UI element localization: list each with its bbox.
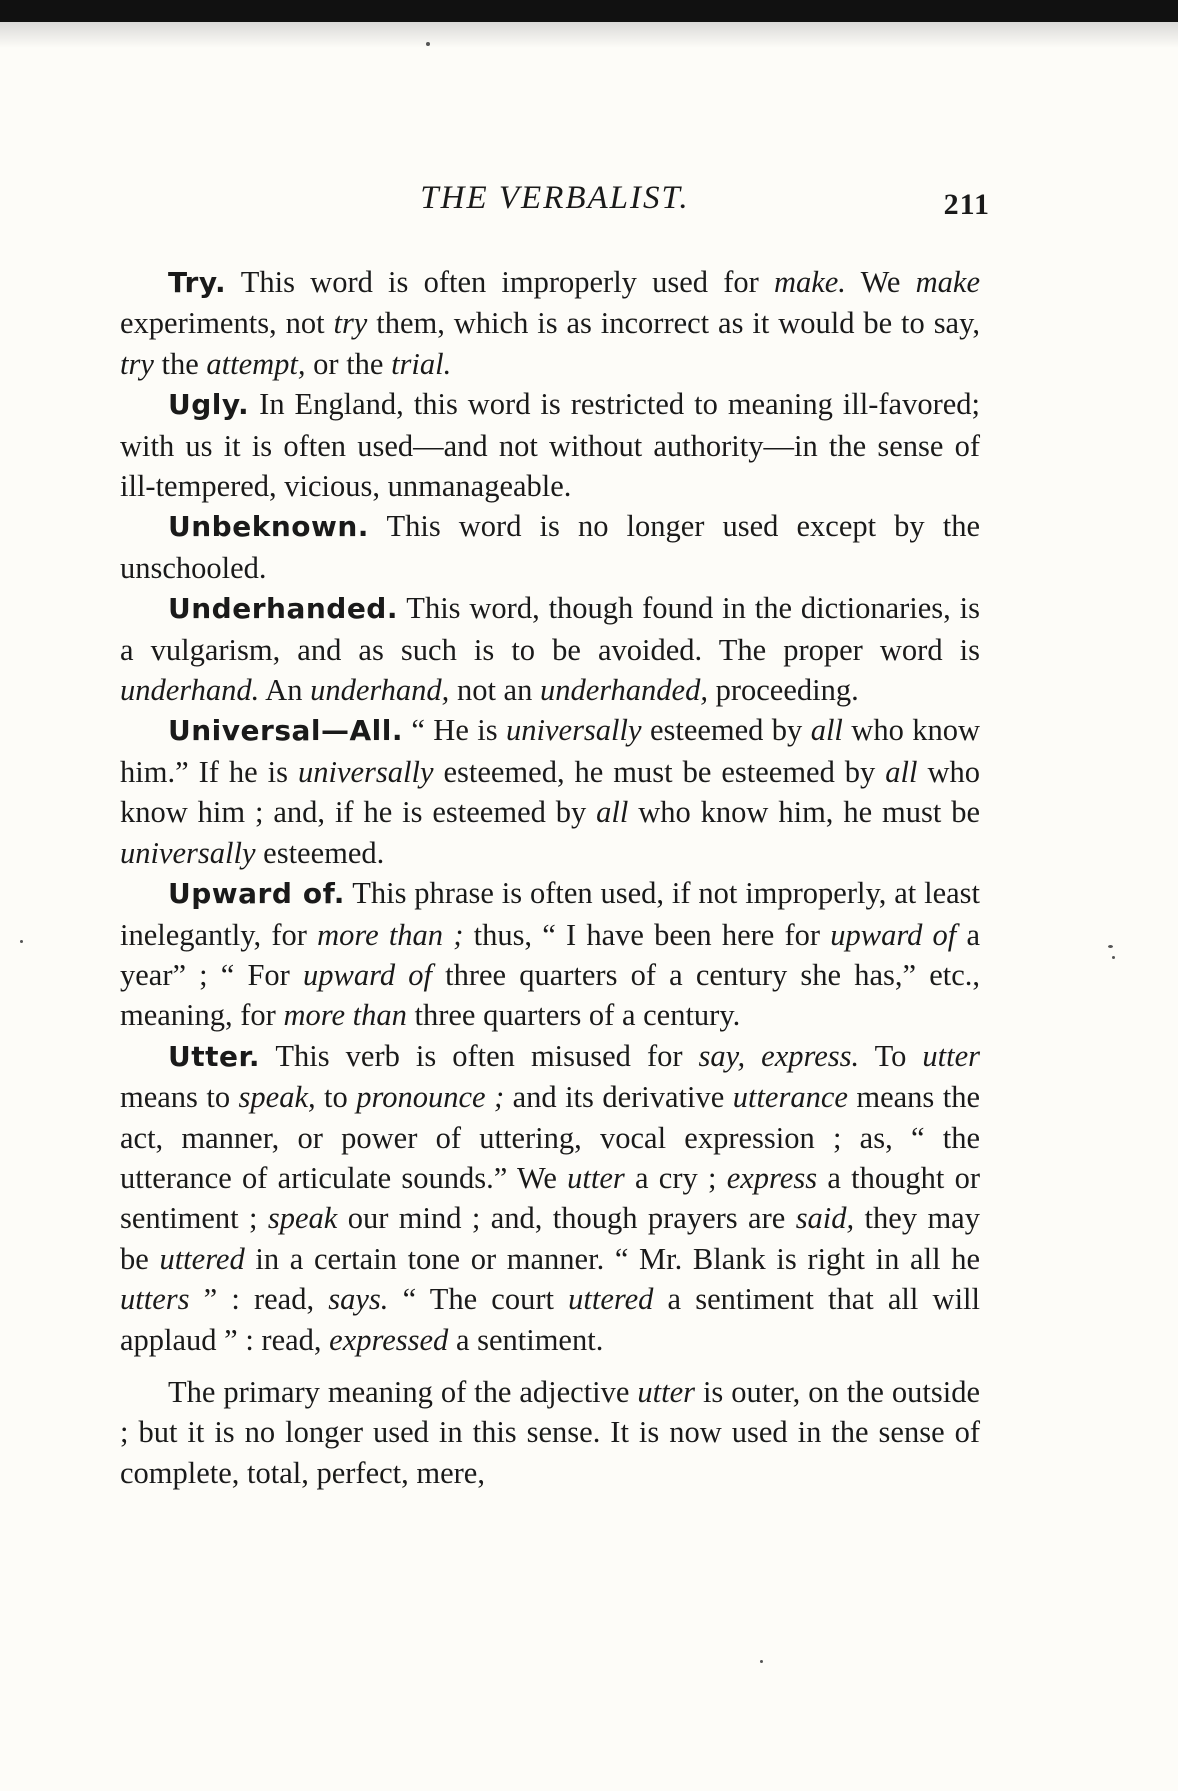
entry-text: This word is no longer used except by the unschooled.	[120, 509, 980, 585]
scan-shadow	[0, 22, 1178, 48]
entry-text: proceeding.	[707, 673, 859, 708]
entry-term: Universal—All.	[168, 714, 403, 748]
entry-term: Utter.	[168, 1039, 260, 1073]
entry-text: a year” ; “ For	[120, 917, 980, 992]
entry-text: they may be	[120, 1201, 980, 1276]
entry-text: three quarters of a century.	[406, 998, 741, 1033]
entry-text: a cry ;	[624, 1160, 727, 1195]
dictionary-entry	[120, 384, 980, 506]
scan-speck	[1108, 945, 1113, 948]
entry-text: This phrase is often used, if not improperly, at least inelegantly, for	[120, 876, 980, 952]
entry-text: or the	[305, 346, 392, 381]
entry-text: esteemed by	[641, 713, 811, 748]
italic-word: uttered	[568, 1282, 654, 1317]
italic-word: utter	[922, 1038, 980, 1073]
italic-word: say, express.	[698, 1038, 860, 1073]
entry-text: “ He is	[402, 713, 507, 748]
scan-speck	[20, 940, 23, 943]
entry-term: Upward of.	[168, 877, 345, 911]
scan-speck	[760, 1660, 763, 1663]
entry-text: This word, though found in the dictionaries, is a vulgarism, and as such is to be avoided. The proper word is	[120, 591, 980, 667]
italic-word: attempt,	[206, 346, 306, 381]
scan-speck	[1112, 956, 1115, 959]
entry-text: means the act, manner, or power of uttering, vocal expression ; as, “ the utterance of articulate sounds.” We	[120, 1080, 980, 1195]
entry-text: our mind ; and, though prayers are	[337, 1201, 796, 1236]
scan-speck	[426, 42, 430, 46]
entry-text: means to	[120, 1080, 239, 1115]
entry-text: This verb is often misused for	[259, 1038, 699, 1073]
entry-term: Try.	[168, 266, 227, 299]
dictionary-entry	[120, 873, 980, 1036]
entry-text: who know him, he must be	[628, 795, 980, 830]
page-number: 211	[943, 188, 990, 221]
entry-text: a sentiment that all will applaud ” : read,	[120, 1282, 980, 1357]
dictionary-entry	[120, 506, 980, 588]
italic-word: express	[726, 1160, 818, 1195]
scan-top-edge	[0, 0, 1178, 22]
italic-word: try	[120, 346, 154, 381]
entry-text: esteemed.	[255, 835, 385, 870]
entry-text: is outer, on the outside ; but it is no longer used in this sense. It is now used in the sense of complete, total, perfect, mere,	[120, 1374, 980, 1490]
entry-text: who know him.” If he is	[120, 713, 980, 789]
italic-word: expressed	[329, 1322, 449, 1357]
entry-text: them, which is as incorrect as it would be to say,	[367, 306, 980, 341]
entry-text: In England, this word is restricted to meaning ill-favored; with us it is often used—and not without authority—in the sense of ill-tempered, vicious, unmanageable.	[120, 387, 980, 504]
italic-word: says.	[328, 1282, 389, 1317]
entry-term: Underhanded.	[168, 592, 398, 626]
italic-word: upward of	[303, 957, 432, 992]
entry-text: a thought or sentiment ;	[120, 1160, 980, 1236]
italic-word: utter	[637, 1374, 695, 1409]
italic-word: more than	[283, 998, 407, 1033]
entry-text: to	[315, 1080, 357, 1115]
entry-text: An	[259, 673, 311, 708]
entry-text: the	[153, 346, 207, 381]
entry-text: thus, “ I have been here for	[463, 917, 831, 952]
entry-term: Ugly.	[168, 388, 250, 422]
dictionary-entry	[120, 710, 980, 873]
italic-word: upward of	[830, 917, 957, 952]
italic-word: try	[333, 306, 368, 341]
entry-text: who know him ; and, if he is esteemed by	[120, 754, 981, 830]
dictionary-entry	[120, 1036, 980, 1360]
italic-word: utters	[120, 1282, 190, 1317]
entry-text: We	[845, 265, 916, 299]
italic-word: make.	[773, 265, 846, 299]
italic-word: universally	[120, 835, 256, 870]
entry-text: The primary meaning of the adjective	[168, 1374, 638, 1409]
italic-word: all	[596, 795, 629, 830]
dictionary-entry	[120, 262, 980, 384]
entry-text: This word is often improperly used for	[226, 265, 774, 299]
italic-word: utter	[567, 1160, 625, 1195]
entry-text: not an	[449, 673, 540, 708]
italic-word: underhanded,	[539, 673, 708, 708]
italic-word: universally	[297, 754, 434, 789]
italic-word: pronounce ;	[356, 1080, 505, 1115]
entry-text: three quarters of a century she has,” etc., meaning, for	[120, 957, 980, 1033]
italic-word: more than ;	[317, 917, 464, 952]
running-title: THE VERBALIST.	[420, 180, 690, 216]
italic-word: underhand.	[120, 673, 260, 708]
entry-term: Unbeknown.	[168, 510, 369, 544]
italic-word: all	[885, 754, 918, 789]
entry-text: and its derivative	[504, 1080, 733, 1115]
italic-word: speak,	[238, 1080, 316, 1115]
continuation-paragraph	[120, 1372, 980, 1493]
italic-word: uttered	[159, 1241, 245, 1276]
italic-word: said,	[795, 1201, 855, 1236]
page-header	[120, 180, 990, 226]
italic-word: speak	[267, 1201, 338, 1236]
body-text	[120, 262, 980, 1493]
italic-word: underhand,	[310, 673, 450, 708]
italic-word: universally	[506, 713, 642, 748]
dictionary-entry	[120, 588, 980, 710]
entry-text: ” : read,	[189, 1282, 329, 1317]
italic-word: all	[810, 713, 843, 748]
entry-text: “ The court	[388, 1282, 569, 1317]
italic-word: make	[915, 265, 980, 299]
entry-text: esteemed, he must be esteemed by	[433, 754, 886, 789]
italic-word: utterance	[732, 1080, 848, 1115]
entry-text: To	[859, 1038, 923, 1073]
italic-word: trial.	[391, 346, 452, 381]
entry-text: experiments, not	[120, 306, 334, 341]
entry-text: in a certain tone or manner. “ Mr. Blank is right in all he	[244, 1241, 980, 1276]
entry-text: a sentiment.	[448, 1322, 604, 1357]
